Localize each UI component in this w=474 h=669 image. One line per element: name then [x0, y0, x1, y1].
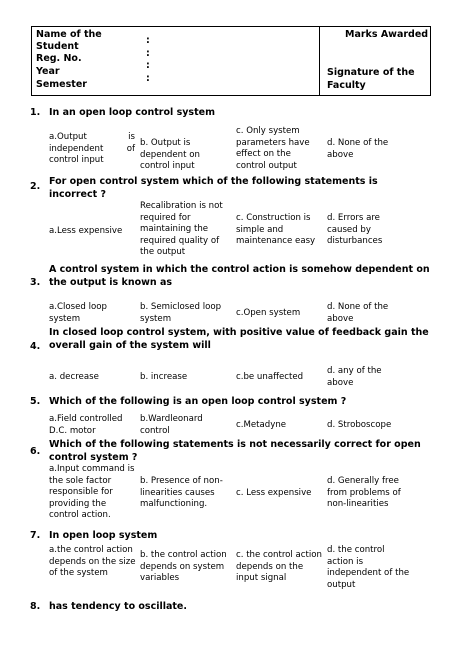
name-colon: :	[146, 35, 150, 46]
year-colon: :	[146, 60, 150, 71]
option-d: d. the control action is independent of the output	[327, 545, 410, 590]
question-number: 7.	[30, 530, 41, 541]
reg-no-label: Reg. No.	[36, 53, 82, 64]
option-d: d. Stroboscope	[327, 420, 392, 430]
option-a: a.Output is independent of control input	[49, 132, 135, 165]
question-text: In open loop system	[49, 530, 158, 541]
semester-colon: :	[146, 73, 150, 84]
question-text: Which of the following is an open loop control system ?	[49, 396, 347, 407]
option-c: c. Construction is simple and maintenance easy	[236, 213, 316, 246]
option-c: c. Less expensive	[236, 488, 312, 498]
question-number: 8.	[30, 601, 41, 612]
option-a: a. decrease	[49, 372, 99, 382]
option-c: c.Open system	[236, 308, 301, 318]
option-a: a.Less expensive	[49, 226, 123, 236]
year-label: Year	[36, 66, 60, 77]
option-c: c. Only system parameters have effect on the control output	[236, 126, 310, 171]
question-number: 3.	[30, 277, 41, 288]
option-b: b. Semiclosed loop system	[140, 302, 222, 324]
question-text: In an open loop control system	[49, 107, 215, 118]
question-number: 2.	[30, 181, 41, 192]
option-d: d. None of the above	[327, 302, 389, 324]
option-b: b. the control action depends on system variables	[140, 550, 227, 583]
student-label: Student	[36, 41, 79, 52]
faculty-label: Faculty	[327, 80, 366, 91]
option-d: d. Generally free from problems of non-linearities	[327, 476, 401, 509]
student-info-table	[31, 26, 431, 96]
question-number: 5.	[30, 396, 41, 407]
option-b: b. increase	[140, 372, 188, 382]
semester-label: Semester	[36, 79, 87, 90]
option-d: d. any of the above	[327, 366, 382, 388]
option-a: a.Field controlled D.C. motor	[49, 414, 123, 436]
question-number: 4.	[30, 341, 41, 352]
option-c: c.Metadyne	[236, 420, 287, 430]
option-c: c. the control action depends on the input signal	[236, 550, 322, 583]
option-b: b. Presence of non-linearities causes malfunctioning.	[140, 476, 223, 509]
option-c: c.be unaffected	[236, 372, 304, 382]
option-b: Recalibration is not required for maintaining the required quality of the output	[140, 201, 223, 257]
option-d: d. None of the above	[327, 138, 389, 160]
reg-colon: :	[146, 48, 150, 59]
question-text: In closed loop control system, with positive value of feedback gain the overall gain of the system will	[49, 327, 429, 351]
question-text: has tendency to oscillate.	[49, 601, 187, 612]
question-text: For open control system which of the following statements is incorrect ?	[49, 176, 378, 200]
table-divider	[319, 27, 320, 95]
option-a: a.the control action depends on the size of the system	[49, 545, 136, 578]
signature-label: Signature of the	[327, 67, 415, 78]
name-label: Name of the	[36, 29, 102, 40]
question-text: Which of the following statements is not necessarily correct for open control system ?	[49, 439, 421, 463]
option-b: b.Wardleonard control	[140, 414, 203, 436]
marks-awarded-label: Marks Awarded	[345, 29, 429, 40]
option-a: a.Input command is the sole factor responsible for providing the control action.	[49, 464, 135, 520]
option-b: b. Output is dependent on control input	[140, 138, 200, 171]
option-a: a.Closed loop system	[49, 302, 107, 324]
question-number: 1.	[30, 107, 41, 118]
question-number: 6.	[30, 446, 41, 457]
option-d: d. Errors are caused by disturbances	[327, 213, 383, 246]
question-text: A control system in which the control action is somehow dependent on the output is known as	[49, 264, 430, 288]
